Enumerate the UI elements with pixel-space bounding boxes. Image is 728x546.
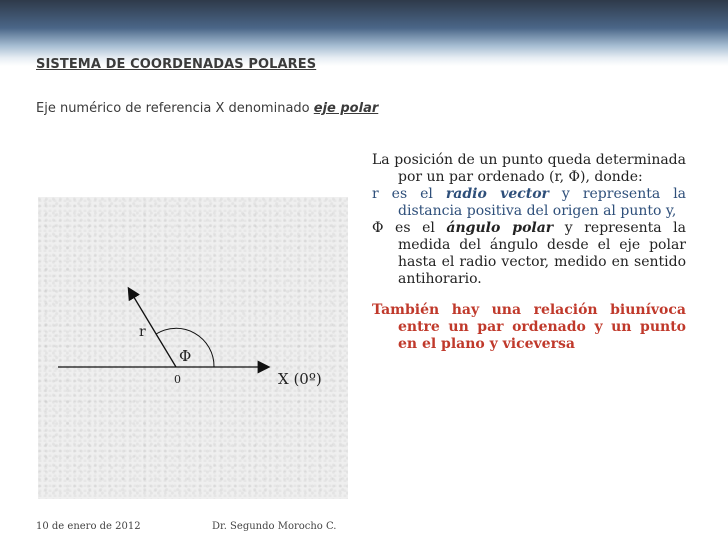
polar-diagram-svg	[38, 197, 348, 499]
label-origin: 0	[174, 373, 181, 386]
paragraph-position: La posición de un punto queda determinada por un par ordenado (r, Φ), donde:	[372, 152, 686, 185]
footer-date: 10 de enero de 2012	[36, 521, 141, 532]
polar-diagram	[38, 197, 348, 499]
label-axis: X (0º)	[278, 370, 322, 388]
angle-prefix: Φ es el	[372, 220, 447, 236]
paragraph-bijection: También hay una relación biunívoca entre un par ordenado y un punto en el plano y viceversa	[372, 302, 686, 352]
paragraph-radius	[372, 186, 686, 220]
subtitle-emphasis: eje polar	[313, 101, 379, 116]
explanation-text	[372, 152, 686, 353]
radius-keyword: radio vector	[445, 186, 549, 202]
label-phi: Φ	[179, 347, 192, 365]
footer-author: Dr. Segundo Morocho C.	[212, 521, 337, 532]
paragraph-angle	[372, 220, 686, 288]
slide-title: SISTEMA DE COORDENADAS POLARES	[36, 57, 317, 72]
radius-vector-line	[129, 289, 176, 367]
angle-suffix: y representa la medida del ángulo desde el eje polar hasta el radio vector, medido en sentido antihorario.	[398, 220, 687, 287]
subtitle-prefix: Eje numérico de referencia X denominado	[36, 101, 314, 116]
label-r: r	[139, 324, 146, 340]
radius-suffix: y representa la distancia positiva del origen al punto y,	[398, 186, 687, 219]
angle-keyword: ángulo polar	[446, 220, 554, 236]
slide-subtitle	[36, 101, 378, 116]
radius-prefix: r es el	[372, 186, 446, 202]
